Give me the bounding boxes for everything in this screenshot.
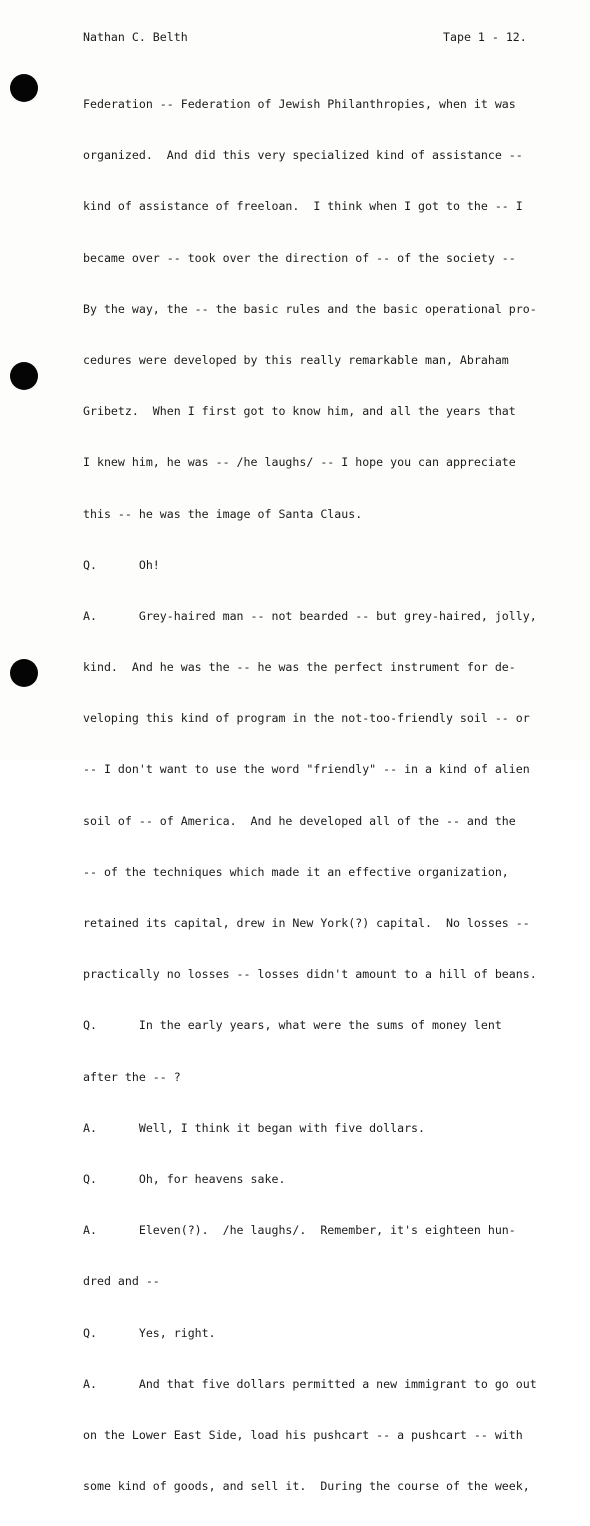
transcript-line: soil of -- of America. And he developed all of the -- and the — [83, 813, 516, 828]
transcript-line: organized. And did this very specialized kind of assistance -- — [83, 148, 523, 163]
tape-reference: Tape 1 - 12. — [443, 30, 527, 44]
transcript-line: retained its capital, drew in New York(?) capital. No losses -- — [83, 916, 530, 930]
transcript-line: Q. Oh, for heavens sake. — [83, 1171, 286, 1186]
transcript-line: A. Eleven(?). /he laughs/. Remember, it's eighteen hun- — [83, 1223, 516, 1238]
transcript-line: Federation -- Federation of Jewish Philanthropies, when it was — [83, 97, 516, 111]
transcript-line: I knew him, he was -- /he laughs/ -- I hope you can appreciate — [83, 455, 516, 470]
interviewee-name: Nathan C. Belth — [83, 30, 188, 44]
transcript-line: this -- he was the image of Santa Claus. — [83, 506, 363, 521]
transcript-line: on the Lower East Side, load his pushcart -- a pushcart -- with — [83, 1427, 523, 1442]
transcript-line: dred and -- — [83, 1274, 160, 1289]
transcript-line: cedures were developed by this really remarkable man, Abraham — [83, 352, 509, 367]
transcript-line: Q. In the early years, what were the sums of money lent — [83, 1018, 502, 1033]
punch-hole — [10, 659, 38, 687]
transcript-line: -- I don't want to use the word "friendly" -- in a kind of alien — [83, 762, 530, 777]
punch-hole — [10, 74, 38, 102]
transcript-line: became over -- took over the direction of -- of the society -- — [83, 250, 516, 265]
transcript-line: A. And that five dollars permitted a new immigrant to go out — [83, 1376, 537, 1391]
transcript-line: Gribetz. When I first got to know him, and all the years that — [83, 404, 516, 419]
punch-hole — [10, 362, 38, 390]
transcript-line: veloping this kind of program in the not-too-friendly soil -- or — [83, 711, 530, 726]
transcript-body — [83, 65, 553, 1526]
transcript-line: practically no losses -- losses didn't amount to a hill of beans. — [83, 967, 537, 982]
transcript-line: By the way, the -- the basic rules and the basic operational pro- — [83, 301, 537, 316]
transcript-line: some kind of goods, and sell it. During the course of the week, — [83, 1479, 530, 1494]
transcript-line: Q. Oh! — [83, 557, 160, 572]
transcript-line: -- of the techniques which made it an effective organization, — [83, 864, 509, 879]
transcript-line: kind of assistance of freeloan. I think when I got to the -- I — [83, 199, 523, 214]
transcript-line: A. Grey-haired man -- not bearded -- but grey-haired, jolly, — [83, 608, 537, 623]
transcript-line: after the -- ? — [83, 1069, 181, 1084]
transcript-line: A. Well, I think it began with five dollars. — [83, 1120, 426, 1135]
transcript-line: Q. Yes, right. — [83, 1325, 216, 1340]
transcript-line: kind. And he was the -- he was the perfect instrument for de- — [83, 660, 516, 675]
